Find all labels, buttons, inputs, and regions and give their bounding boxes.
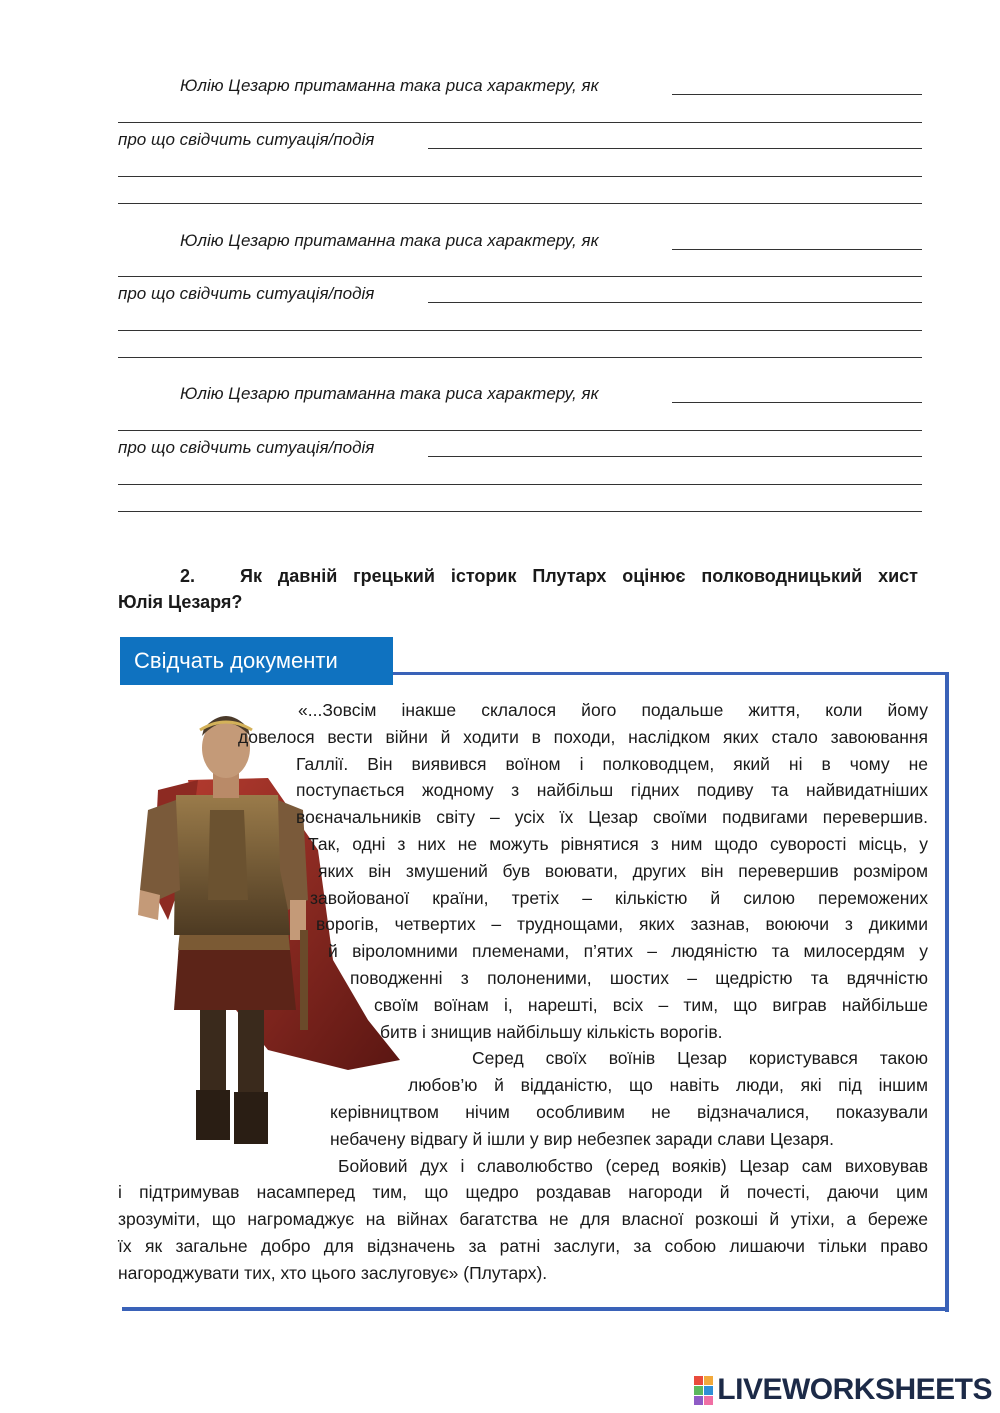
event-answer-field[interactable] — [428, 302, 922, 303]
frame-border-bottom — [122, 1307, 949, 1311]
documents-banner: Свідчать документи — [120, 637, 393, 685]
answer-line[interactable] — [118, 276, 922, 277]
logo-block — [694, 1376, 703, 1385]
quote-line: Так, одні з них не можуть рівнятися з ним щодо суворості місць, у — [308, 833, 928, 854]
question-text-line1: Як давній грецький історик Плутарх оцінює полководницький хист — [240, 566, 918, 586]
logo-block — [694, 1386, 703, 1395]
quote-line: любов’ю й відданістю, що навіть люди, які під іншим — [408, 1075, 928, 1096]
answer-line[interactable] — [118, 430, 922, 431]
event-prompt: про що свідчить ситуація/подія — [118, 284, 380, 304]
quote-line: зрозуміти, що нагромаджує на війнах багатства не для власної розкоші й утіхи, а береже — [118, 1209, 928, 1230]
frame-border-right — [945, 672, 949, 1312]
plutarch-quote — [118, 697, 928, 1287]
quote-line: битв і знищив найбільшу кількість ворогів. — [380, 1021, 723, 1042]
logo-text: LIVEWORKSHEETS — [717, 1373, 992, 1406]
quote-line: воєначальників світу – усіх їх Цезар своїми подвигами перевершив. — [296, 807, 928, 828]
quote-line: поступається жодному з найбільш гідних подиву та найвидатніших — [296, 780, 928, 801]
quote-line: Галлії. Він виявився воїном і полководцем, який ні в чому не — [296, 753, 928, 774]
logo-block — [704, 1396, 713, 1405]
quote-line: ворогів, четвертих – труднощами, яких зазнав, воюючи з дикими — [316, 914, 928, 935]
event-prompt: про що свідчить ситуація/подія — [118, 130, 380, 150]
liveworksheets-logo — [694, 1373, 992, 1407]
quote-line: довелося вести війни й ходити в походи, наслідком яких стало завоювання — [238, 726, 928, 747]
quote-line: і підтримував насамперед тим, що щедро роздавав нагороди й почесті, даючи цим — [118, 1182, 928, 1203]
quote-line: небачену відвагу й ішли у вир небезпек заради слави Цезаря. — [330, 1128, 834, 1149]
trait-answer-field[interactable] — [672, 94, 922, 95]
quote-line: й віроломними племенами, п’ятих – людяністю та милосердям у — [328, 941, 928, 962]
quote-line: їх як загальне добро для відзначень за ратні заслуги, за собою лишаючи тільки право — [118, 1235, 928, 1256]
question-number: 2. — [180, 566, 196, 586]
answer-line[interactable] — [118, 484, 922, 485]
event-answer-field[interactable] — [428, 148, 922, 149]
frame-border-top — [393, 672, 948, 675]
answer-line[interactable] — [118, 122, 922, 123]
quote-line: своїм воїнам і, нарешті, всіх – тим, що виграв найбільше — [374, 994, 928, 1015]
question-text-line2: Юлія Цезаря? — [118, 592, 243, 612]
quote-line: «...Зовсім інакше склалося його подальше життя, коли йому — [298, 700, 928, 720]
quote-line: Бойовий дух і славолюбство (серед вояків) Цезар сам виховував — [338, 1155, 928, 1176]
trait-answer-field[interactable] — [672, 249, 922, 250]
trait-prompt: Юлію Цезарю притаманна така риса характеру, як — [180, 231, 605, 251]
quote-line: поводженні з полоненими, шостих – щедрістю та вдячністю — [350, 967, 928, 988]
answer-line[interactable] — [118, 176, 922, 177]
quote-line: яких він змушений був воювати, других він перевершив розміром — [318, 860, 928, 881]
logo-block — [704, 1376, 713, 1385]
quote-line: керівництвом нічим особливим не відзначалися, показували — [330, 1101, 928, 1122]
answer-line[interactable] — [118, 203, 922, 204]
answer-line[interactable] — [118, 511, 922, 512]
trait-answer-field[interactable] — [672, 402, 922, 403]
event-answer-field[interactable] — [428, 456, 922, 457]
quote-line: Серед своїх воїнів Цезар користувався такою — [472, 1048, 928, 1069]
event-prompt: про що свідчить ситуація/подія — [118, 438, 380, 458]
question-2 — [118, 563, 918, 615]
answer-line[interactable] — [118, 357, 922, 358]
trait-prompt: Юлію Цезарю притаманна така риса характеру, як — [180, 76, 605, 96]
quote-line: нагороджувати тих, хто цього заслуговує» (Плутарх). — [118, 1262, 548, 1283]
answer-line[interactable] — [118, 330, 922, 331]
quote-line: завойованої країни, третіх – кількістю й силою переможених — [310, 887, 928, 908]
trait-prompt: Юлію Цезарю притаманна така риса характеру, як — [180, 384, 605, 404]
logo-block — [704, 1386, 713, 1395]
logo-blocks-icon — [694, 1376, 713, 1405]
logo-block — [694, 1396, 703, 1405]
